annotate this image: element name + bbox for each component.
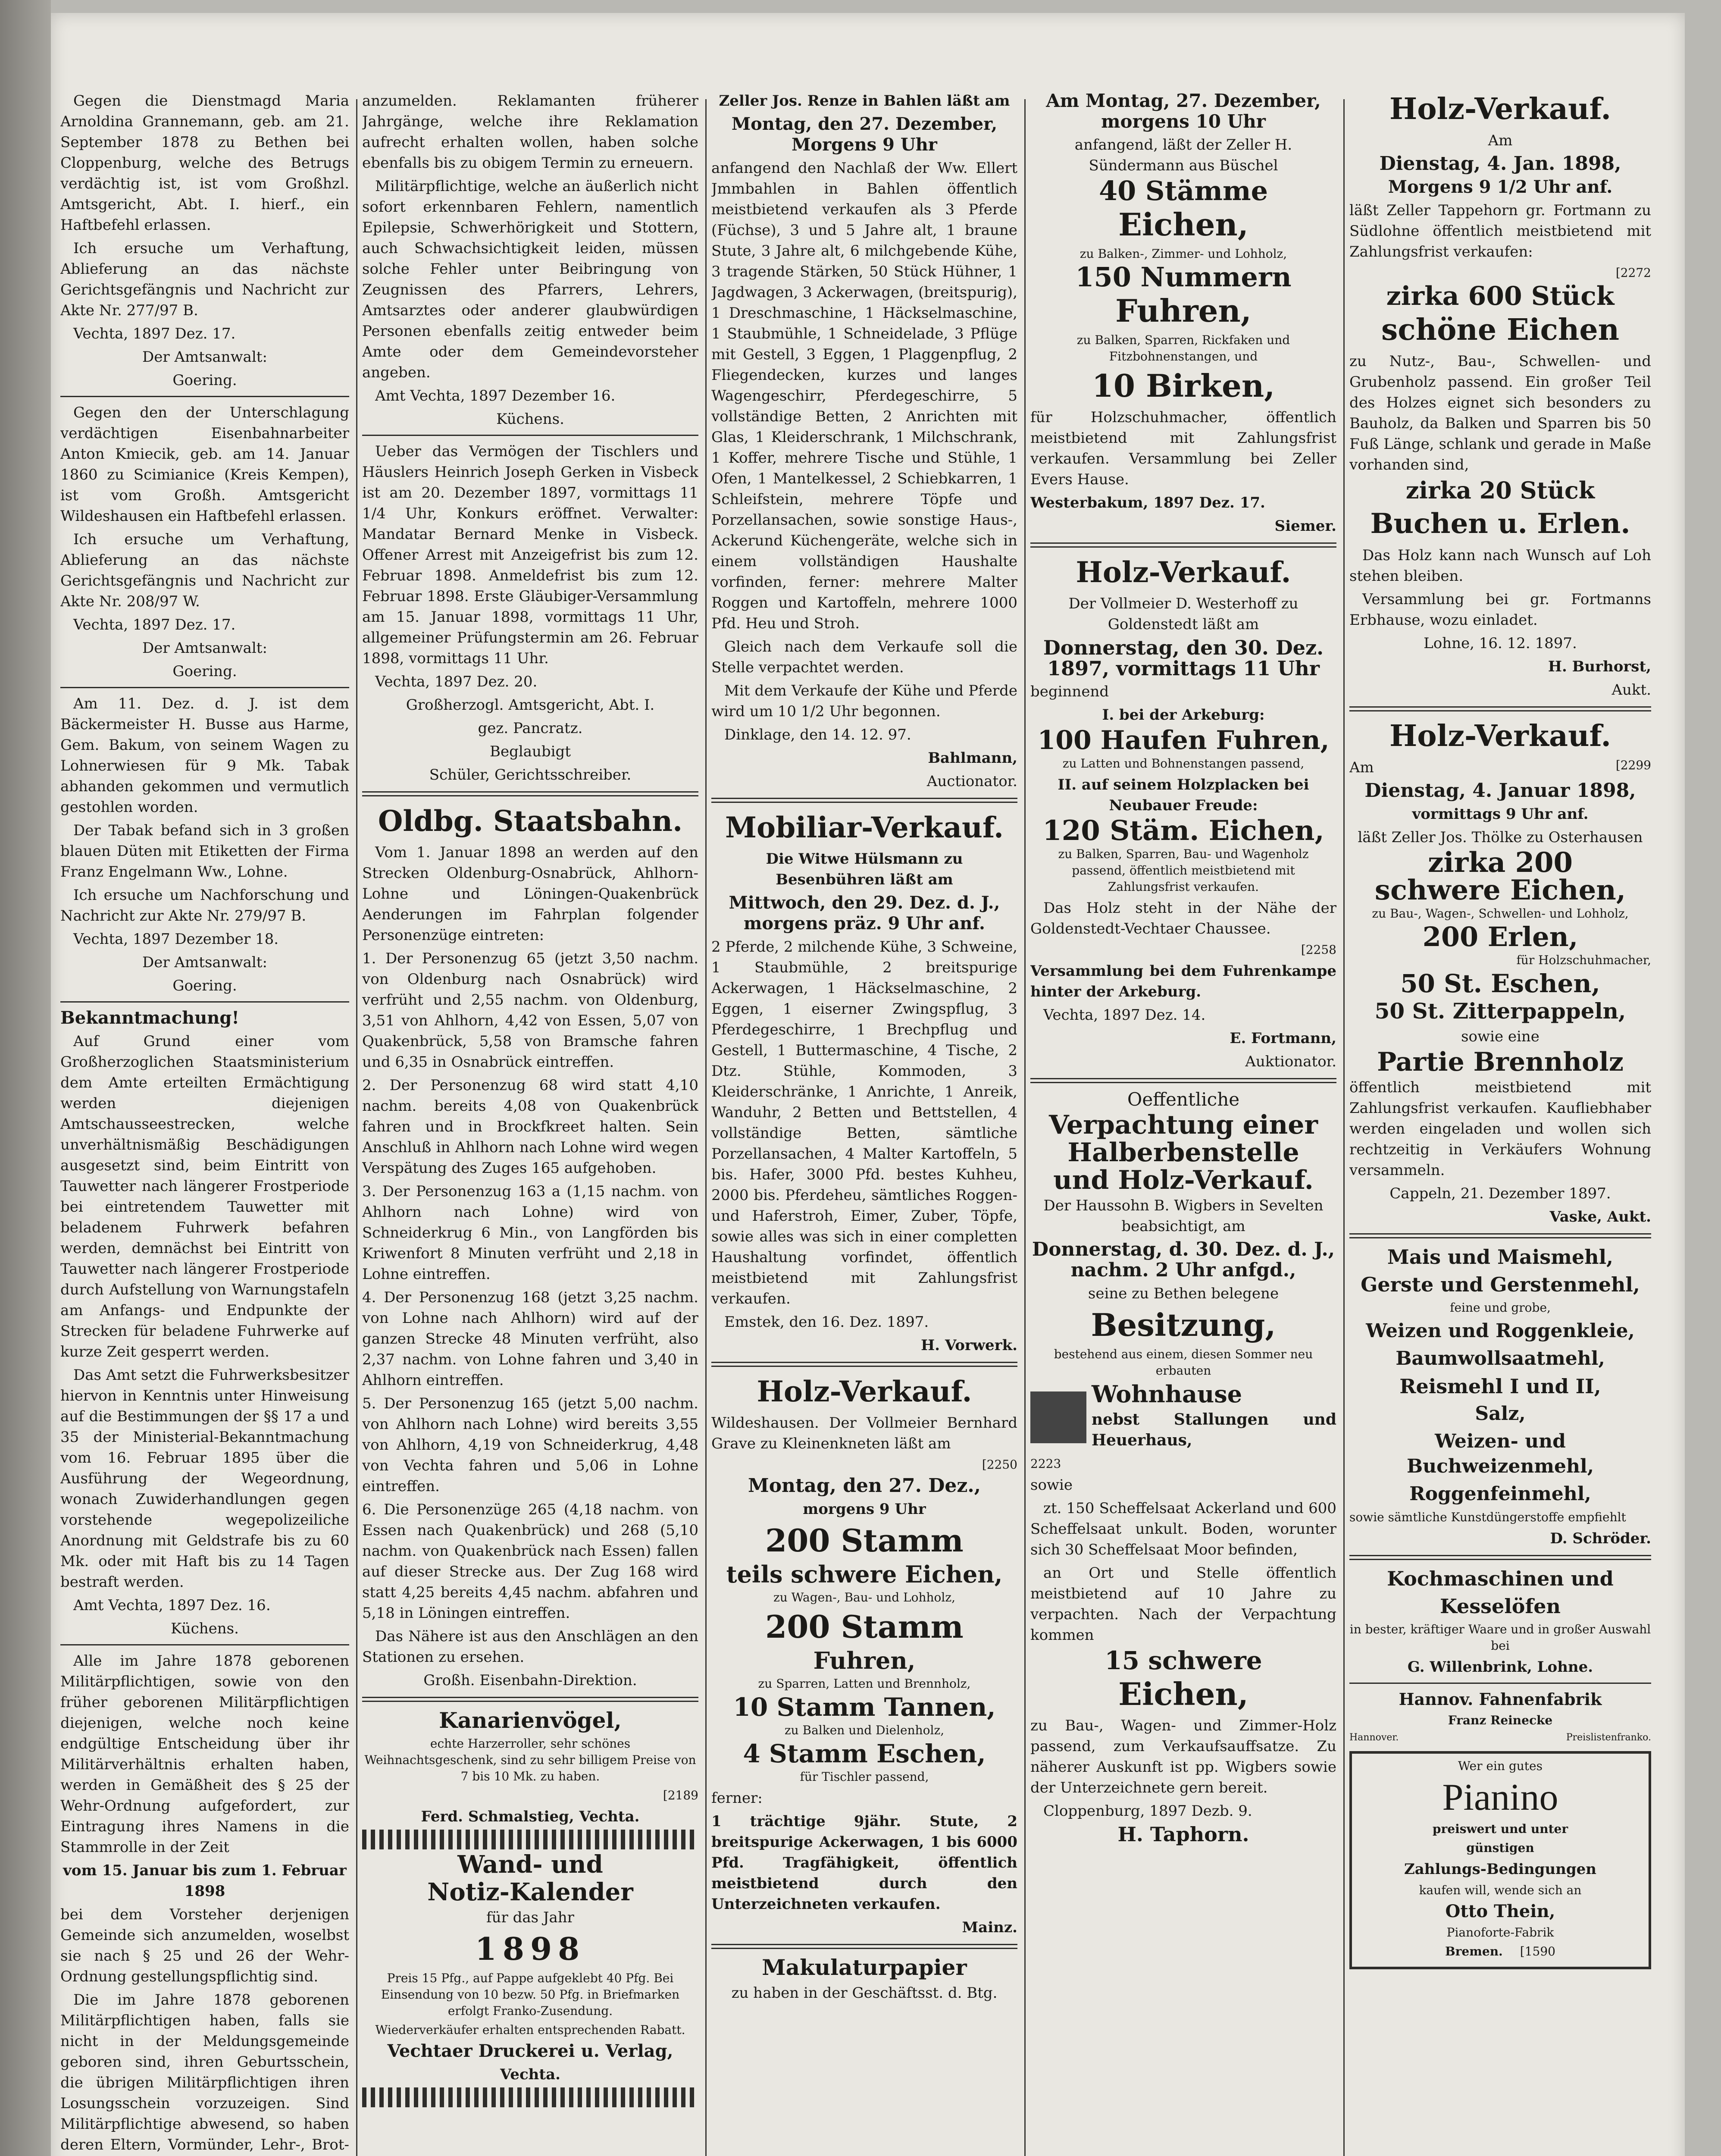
timber-date: Dienstag, 4. Januar 1898, [1364, 780, 1636, 802]
ornament-border [362, 1830, 698, 1849]
calendar-resale: Wiederverkäufer erhalten entsprechenden Rabatt. [375, 2023, 685, 2037]
signature-name: Küchens. [171, 1620, 239, 1637]
waste-paper-title: Makulaturpapier [762, 1955, 967, 1980]
calendar-price: Preis 15 Pfg., auf Pappe aufgeklebt 40 Pfg. Bei Einsendung von 10 bezw. 50 Pfg. in Briefmarken erfolgt Franko-Zusendung. [381, 1971, 680, 2018]
flag-factory-price-list: Preislistenfranko. [1566, 1732, 1651, 1743]
pianino-ad [1349, 1751, 1651, 1969]
paragraph: Ich ersuche um Nachforschung und Nachricht zur Akte Nr. 279/97 B. [60, 887, 349, 924]
ad-number: [2299 [1615, 758, 1651, 772]
furniture-date: Mittwoch, den 29. Dez. d. J., morgens präz. 9 Uhr anf. [729, 893, 1000, 934]
lot-150-numbers: 150 Nummern [1075, 261, 1292, 293]
theft-notice-tobacco [60, 693, 349, 996]
pianino-dealer: Otto Thein, [1445, 1901, 1555, 1921]
land-description: zt. 150 Scheffelsaat Ackerland und 600 Scheffelsaat unkult. Boden, worunter sich 30 Scheffelsaat Moor befinden, [1030, 1500, 1336, 1558]
military-registration-notice [60, 1651, 349, 2156]
farm-lease-wigbers [1030, 1089, 1336, 1845]
paragraph: öffentlich meistbietend mit Zahlungsfrist verkaufen. Kaufliebhaber werden eingeladen und wollen sich rechtzeitig in Verkäufers Wohnung versammeln. [1349, 1079, 1651, 1179]
sowie-label: sowie [1030, 1476, 1073, 1494]
date-line: Vechta, 1897 Dez. 20. [375, 673, 538, 690]
stove-text: in bester, kräftiger Waare und in großer Auswahl bei [1349, 1622, 1651, 1653]
signature-title: Der Amtsanwalt: [142, 639, 267, 657]
pianino-terms: Zahlungs-Bedingungen [1404, 1861, 1597, 1878]
timber-intro: Wildeshausen. Der Vollmeier Bernhard Grave zu Kleinenkneten läßt am [711, 1414, 1017, 1452]
pianino-title: Pianino [1442, 1777, 1558, 1818]
timber-title: Holz-Verkauf. [1389, 719, 1611, 753]
divider [60, 687, 349, 688]
lot-note: für Holzschuhmacher, [1516, 953, 1651, 967]
divider [1349, 1683, 1651, 1684]
paragraph: Ich ersuche um Verhaftung, Ablieferung an das nächste Gerichtsgefängnis und Nachricht zur Akte Nr. 208/97 W. [60, 531, 349, 610]
calendar-year: 1898 [475, 1930, 586, 1967]
signature-title: Der Amtsanwalt: [142, 348, 267, 366]
lot-note: zu Bau-, Wagen-, Schwellen- und Lohholz, [1372, 906, 1629, 921]
flag-factory-footer [1349, 1731, 1651, 1747]
lot-100-pine: 100 Haufen Fuhren, [1037, 725, 1330, 755]
calendar-title-line2: Notiz-Kalender [427, 1878, 633, 1906]
feed-title-1: Mais und Maismehl, [1387, 1245, 1614, 1269]
divider [1030, 542, 1336, 548]
page-gutter-shadow [0, 0, 51, 2156]
lease-intro: Der Haussohn B. Wigbers in Sevelten beabsichtigt, am [1043, 1197, 1324, 1235]
paragraph: Militärpflichtige, welche an äußerlich nicht sofort erkennbaren Fehlern, namentlich Epilepsie, Schwerhörigkeit und Stottern, auch Schwachsichtigkeit leiden, müssen solche Fehler unter Beibringung von Zeugnissen des Pfarrers, Lehrers, Amtsarztes oder anderer glaubwürdigen Personen ebenfalls zeitig entweder beim Amte oder dem Gemeindevorsteher angeben. [362, 178, 698, 381]
divider [60, 1644, 349, 1645]
paragraph: Gleich nach dem Verkaufe soll die Stelle verpachtet werden. [711, 638, 1017, 676]
lot-200-pine: 200 Stamm [765, 1608, 964, 1645]
pianino-line: kaufen will, wende sich an [1419, 1883, 1582, 1897]
signature-line: gez. Pancratz. [478, 720, 583, 737]
paragraph: Auf Grund einer vom Großherzoglichen Staatsministerium dem Amte erteilten Ermächtigung werden diejenigen Amtschausseestrecken, welche unverhältnismäßig Beschädigungen ausgesetzt sind, beim Eintritt von Tauwetter nach längerer Frostperiode bei eintretendem Tauwetter mit beladenem Fuhrwerk befahren werden, demnächst bei Eintritt von Tauwetter nach längerer Frostperiode durch Aufstellung von Warnungstafeln am Anfangs- und Endpunkte der Strecken für beladene Fuhrwerke auf kurze Zeit gesperrt werden. [60, 1033, 349, 1360]
signature-title: Der Amtsanwalt: [142, 954, 267, 971]
paragraph: Das Nähere ist aus den Anschlägen an den Stationen zu ersehen. [362, 1628, 698, 1666]
seller-name: D. Schröder. [1550, 1530, 1651, 1547]
lot-50-aspen: 50 St. Zitterpappeln, [1374, 998, 1626, 1024]
date-line: Lohne, 16. 12. 1897. [1424, 635, 1577, 652]
train-item: 4. Der Personenzug 168 (jetzt 3,25 nachm. von Lohne nach Ahlhorn) wird auf der ganzen Strecke 48 Minuten verfrüht, also 2,37 nachm. von Lohne fahren und 3,40 in Ahlhorn eintreffen. [362, 1289, 698, 1389]
property-desc: bestehend aus einem, diesen Sommer neu erbauten [1054, 1347, 1313, 1378]
divider [60, 1001, 349, 1003]
timber-sale-grave [711, 1373, 1017, 1938]
lot-200-oak-sub: teils schwere Eichen, [726, 1561, 1003, 1588]
divider [711, 1944, 1017, 1949]
timber-sale-westerhoff [1030, 554, 1336, 1072]
column-rule [356, 99, 357, 2156]
paragraph: Am 11. Dez. d. J. ist dem Bäckermeister H. Busse aus Harme, Gem. Bakum, von seinem Wagen zu Lohnerwiesen für 9 Mk. Tabak abhanden gekommen und vermutlich gestohlen worden. [60, 695, 349, 816]
feed-item: Reismehl I und II, [1399, 1375, 1601, 1398]
auction-date: Montag, den 27. Dezember, Morgens 9 Uhr [731, 114, 998, 155]
waste-paper-ad [711, 1955, 1017, 2003]
lot-note: zu Balken, Sparren, Rickfaken und Fitzbohnenstangen, und [1076, 333, 1290, 364]
feed-item: Roggenfeinmehl, [1409, 1483, 1591, 1505]
column-rule [1024, 99, 1026, 2156]
stove-title-2: Kesselöfen [1440, 1595, 1561, 1618]
furniture-items: 2 Pferde, 2 milchende Kühe, 3 Schweine, 1 Staubmühle, 2 breitspurige Ackerwagen, 1 Häckselmaschine, 2 Eggen, 1 eiserner Zwingspflug, 3 Pferdegeschirre, 1 Brechpflug und Gestell, 1 Buttermaschine, 4 Tische, 2 Dtz. Stühle, Kommoden, 3 Kleiderschränke, 1 Anrichte, 1 Anreik, Wanduhr, 2 Betten und Bettstellen, 4 vollständige Betten, sämtliche Porzellansachen, 4 Malter Kartoffeln, 5 bis. Hafer, 3000 Pfd. bestes Kuhheu, 2000 bis. Pferdeheu, sämtliches Roggen- und Haferstroh, Eimer, Zuber, Töpfe, sowie alles was sich in einer completten Haushaltung vorfindet, öffentlich meistbietend mit Zahlungsfrist verkaufen. [711, 938, 1017, 1307]
pianino-firm: Pianoforte-Fabrik [1446, 1925, 1554, 1940]
railway-title: Oldbg. Staatsbahn. [378, 804, 683, 838]
agent-name: H. Taphorn. [1117, 1823, 1249, 1846]
column-5 [1349, 91, 1651, 2156]
lot-600-oak: zirka 600 Stück [1386, 281, 1615, 311]
location-one: I. bei der Arkeburg: [1102, 706, 1265, 724]
column-2 [362, 91, 698, 2156]
column-3 [711, 91, 1017, 2156]
road-closure-announcement [60, 1008, 349, 1639]
divider [362, 1697, 698, 1702]
canary-title: Kanarienvögel, [439, 1708, 622, 1733]
stove-seller: G. Willenbrink, Lohne. [1407, 1658, 1593, 1676]
am-label: Am [1349, 759, 1374, 776]
paragraph: Mit dem Verkaufe der Kühe und Pferde wird um 10 1/2 Uhr begonnen. [711, 682, 1017, 720]
lot-200-name: schwere Eichen, [1374, 874, 1626, 906]
timber-intro: läßt Zeller Tappehorn gr. Fortmann zu Südlohne öffentlich meistbietend mit Zahlungsfrist verkaufen: [1349, 202, 1651, 260]
paragraph: Gegen die Dienstmagd Maria Arnoldina Grannemann, geb. am 21. September 1878 zu Bethen bei Cloppenburg, welche des Betrugs verdächtig ist, ist vom Großhzl. Amtsgericht, Abt. I. hierf., ein Haftbefehl erlassen. [60, 92, 349, 234]
divider [1030, 1078, 1336, 1083]
divider [362, 791, 698, 796]
house-sub: nebst Stallungen und Heuerhaus, [1092, 1410, 1336, 1449]
feed-item: Weizen- und Buchweizenmehl, [1406, 1430, 1594, 1477]
paragraph: Gegen den der Unterschlagung verdächtigen Eisenbahnarbeiter Anton Kmiecik, geb. am 14. Januar 1860 zu Scimianice (Kreis Kempen), ist vom Großh. Amtsgericht Wildeshausen ein Haftbefehl erlassen. [60, 404, 349, 525]
column-1 [60, 91, 349, 2156]
firewood-lot: Partie Brennholz [1377, 1047, 1624, 1077]
stove-title-1: Kochmaschinen und [1387, 1567, 1614, 1590]
date-line: Cloppenburg, 1897 Dezb. 9. [1043, 1802, 1252, 1820]
am-row [1349, 757, 1651, 780]
ferner-label: ferner: [711, 1789, 763, 1807]
lot-40-oak: 40 Stämme [1098, 175, 1268, 207]
lot-200-pine-sub: Fuhren, [813, 1647, 916, 1674]
feed-item: Baumwollsaatmehl, [1396, 1348, 1605, 1369]
feed-note: sowie sämtliche Kunstdüngerstoffe empfiehlt [1349, 1510, 1626, 1524]
certification-line: Beglaubigt [490, 743, 571, 760]
date-line: Emstek, den 16. Dez. 1897. [724, 1313, 929, 1331]
flag-factory-ad [1349, 1689, 1651, 1747]
signature-name: Großh. Eisenbahn-Direktion. [423, 1672, 637, 1689]
lot-10-birch: 10 Birken, [1092, 367, 1275, 404]
auctioneer-name: E. Fortmann, [1230, 1030, 1336, 1047]
timber-title: Holz-Verkauf. [1076, 555, 1291, 589]
date-line: Cappeln, 21. Dezember 1897. [1389, 1185, 1611, 1202]
column-rule [1343, 99, 1345, 2156]
feed-item: Weizen und Roggenkleie, [1366, 1320, 1635, 1342]
lease-title-2: Halberbenstelle [1067, 1138, 1299, 1168]
pianino-pre: Wer ein gutes [1458, 1759, 1543, 1773]
auctioneer-name: H. Burhorst, [1548, 658, 1651, 675]
lot-4-ash: 4 Stamm Eschen, [743, 1739, 986, 1768]
lot-200: zirka 200 [1427, 846, 1573, 879]
paragraph: Die im Jahre 1878 geborenen Militärpflichtigen haben, falls sie nicht in der Meldungsgemeinde geboren sind, ihren Geburtsschein, die übrigen Militärpflichtigen ihren Losungsschein vorzuzeigen. Sind Militärpflichtige abwesend, so haben deren Eltern, Vormünder, Lehr-, Brot- [60, 1991, 349, 2153]
date-line: Amt Vechta, 1897 Dezember 16. [375, 387, 616, 404]
lot-40-oak-name: Eichen, [1118, 206, 1249, 243]
date-line: Dinklage, den 14. 12. 97. [724, 726, 911, 743]
train-item: 3. Der Personenzug 163 a (1,15 nachm. von Ahlhorn nach Lohne) wird von Schneiderkrug 6 Min., von Langförden bis Kriwenfort 8 Minuten verfrüht und 2,18 in Lohne eintreffen. [362, 1183, 698, 1283]
timber-date: Dienstag, 4. Jan. 1898, [1379, 153, 1621, 175]
timber-title: Holz-Verkauf. [757, 1375, 972, 1408]
lot-200-alder: 200 Erlen, [1422, 921, 1578, 953]
divider [362, 435, 698, 436]
divider [1349, 1233, 1651, 1238]
feed-sub: feine und grobe, [1450, 1300, 1551, 1315]
train-item: 2. Der Personenzug 68 wird statt 4,10 nachm. bereits 4,08 von Quakenbrück fahren und in Brockfkreet halten. Sein Anschluß in Ahlhorn nach Lohne wird wegen Verspätung des Zuges 165 aufgehoben. [362, 1077, 698, 1177]
timber-title: Holz-Verkauf. [1389, 92, 1611, 126]
ad-number: 2223 [1030, 1457, 1061, 1471]
railway-timetable-notice [362, 802, 698, 1691]
lot-600-oak-name: schöne Eichen [1381, 313, 1620, 347]
timber-time: vormittags 9 Uhr anf. [1412, 805, 1589, 823]
auctioneer-name: Bahlmann, [928, 749, 1017, 767]
timber-intro: Der Vollmeier D. Westerhoff zu Goldenstedt läßt am [1068, 595, 1299, 633]
auctioneer-name: Vaske, Aukt. [1549, 1208, 1651, 1225]
am-label: Am [1488, 132, 1513, 149]
auction-intro: Zeller Jos. Renze in Bahlen läßt am [719, 92, 1010, 110]
date-line: Vechta, 1897 Dez. 17. [73, 616, 236, 633]
paragraph: bei dem Vorsteher derjenigen Gemeinde sich anzumelden, woselbst sie nach § 25 und 26 der Wehr-Ordnung gestellungspflichtig sind. [60, 1906, 349, 1985]
pianino-footer [1357, 1943, 1643, 1962]
estate-auction-bahlen [711, 91, 1017, 792]
paragraph: Ueber das Vermögen der Tischlers und Häuslers Heinrich Joseph Gerken in Visbeck ist am 20. Dezember 1897, vormittags 11 1/4 Uhr, Konkurs eröffnet. Verwalter: Mandatar Bernard Menke in Visbeck. Offener Arrest mit Anzeigefrist bis zum 12. Februar 1898. Anmeldefrist bis zum 12. Februar 1898. Erste Gläubiger-Versammlung am 15. Januar 1898, vormittags 11 Uhr, allgemeiner Prüfungstermin am 26. Februar 1898, vormittags 11 Uhr. [362, 443, 698, 667]
lot-note: zu Balken-, Zimmer- und Lohholz, [1080, 247, 1287, 261]
ad-number: [1590 [1520, 1944, 1555, 1959]
train-item: 1. Der Personenzug 65 (jetzt 3,50 nachm. von Oldenburg nach Osnabrück) wird verfrüht und 2,55 nachm. von Oldenburg, 3,51 von Ahlhorn, 4,42 von Essen, 5,07 von Quakenbrück, 5,58 von Bramsche fahren und 6,35 in Osnabrück eintreffen. [362, 950, 698, 1071]
ad-number: [2272 [1615, 266, 1651, 280]
lot-50-ash: 50 St. Eschen, [1400, 969, 1600, 998]
lot-note: zu Bau-, Wagen- und Zimmer-Holz passend, zum Verkaufsauffsatze. Zu näherer Auskunft ist pp. Wigbers sowie der Unterzeichnete gern bereit. [1030, 1717, 1336, 1796]
timber-intro: läßt Zeller Jos. Thölke zu Osterhausen [1358, 829, 1643, 846]
publisher-town: Vechta. [500, 2066, 560, 2083]
sowie-label: sowie eine [1461, 1028, 1540, 1045]
house-illustration-icon [1030, 1391, 1086, 1443]
flag-factory-city: Hannover. [1349, 1732, 1399, 1743]
divider [711, 798, 1017, 803]
paragraph: Alle im Jahre 1878 geborenen Militärpflichtigen, sowie von den früher geborenen Militärpflichtigen diejenigen, welche noch keine endgültige Entscheidung über ihr Militärverhältnis erhalten haben, werden in Gemäßheit des § 25 der Wehr-Ordnung aufgefordert, zur Eintragung ihres Namens in die Stammrolle in der Zeit [60, 1652, 349, 1856]
lot-200-oak: 200 Stamm [765, 1522, 964, 1559]
seller-name: H. Vorwerk. [921, 1337, 1017, 1354]
announcement-title: Bekanntmachung! [60, 1008, 239, 1028]
timber-sale-tappehorn [1349, 91, 1651, 700]
ad-number: [2189 [663, 1788, 698, 1802]
signature-name: Goering. [172, 977, 237, 994]
calendar-ad [362, 1852, 698, 2085]
flag-factory-owner: Franz Reinecke [1448, 1713, 1553, 1727]
column-4 [1030, 91, 1336, 2156]
lot-note: für Tischler passend, [800, 1770, 929, 1784]
paragraph: Versammlung bei gr. Fortmanns Erbhause, wozu einladet. [1349, 591, 1651, 629]
house-ad-block [1030, 1382, 1336, 1453]
timber-extra-items: 1 trächtige 9jähr. Stute, 2 breitspurige Ackerwagen, 1 bis 6000 Pfd. Tragfähigkeit, öffentlich meistbietend durch den Unterzeichneten verkaufen. [711, 1813, 1017, 1913]
sale-intro: anfangend, läßt der Zeller H. Sündermann aus Büschel [1074, 136, 1292, 174]
furniture-title: Mobiliar-Verkauf. [725, 811, 1004, 844]
begin-label: beginnend [1030, 683, 1109, 700]
pianino-line: günstigen [1466, 1841, 1534, 1855]
lot-note: zu Balken und Dielenholz, [784, 1723, 945, 1737]
date-line: Vechta, 1897 Dez. 14. [1043, 1006, 1206, 1024]
paragraph: anzumelden. Reklamanten früherer Jahrgänge, welche ihre Reklamation aufrecht erhalten wollen, haben solche ebenfalls bis zu obigem Termin zu erneuern. [362, 92, 698, 172]
auctioneer-role: Aukt. [1611, 681, 1651, 699]
warrant-notice-kmiecik [60, 402, 349, 682]
warrant-notice-grannemann [60, 91, 349, 391]
auction-items: anfangend den Nachlaß der Ww. Ellert Jmmbahlen in Bahlen öffentlich meistbietend verkaufen als 3 Pferde (Füchse), 3 und 5 Jahre alt, 1 braune Stute, 3 Jahre alt, 6 milchgebende Kühe, 3 tragende Stärken, 50 Stück Hühner, 1 Jagdwagen, 3 Ackerwagen, (breitspurig), 1 Dreschmaschine, 1 Häckselmaschine, 1 Staubmühle, 1 Schneidelade, 3 Pflüge mit Gestell, 3 Eggen, 1 Plaggenpflug, 2 Fliegendecken, kurzes und langes Wagengeschirr, Pferdegeschirre, 5 vollständige Betten, 2 Anrichten mit Glas, 1 Kleiderschrank, 1 Milchschrank, 1 Koffer, mehrere Tische und Stühle, 1 Ofen, 1 Mantelkessel, 2 Schiebkarren, 1 Schleifstein, mehrere Töpfe und Porzellansachen, sowie sonstige Haus-, Ackerund Küchengeräte, welche sich in einem vollständigen Haushalte vorfinden, ferner: mehrere Malter Roggen und Kartoffeln, mehrere 1000 Pfd. Heu und Stroh. [711, 160, 1017, 632]
timber-date: Donnerstag, den 30. Dez. 1897, vormittags 11 Uhr [1043, 636, 1324, 680]
lot-20-name: Buchen u. Erlen. [1370, 508, 1630, 540]
column-rule [705, 99, 707, 2156]
signature-name: Küchens. [496, 411, 564, 428]
signature-name: Goering. [172, 372, 237, 389]
timber-sale-thoelke [1349, 718, 1651, 1227]
lot-note: zu Balken, Sparren, Bau- und Wagenholz passend, öffentlich meistbietend mit Zahlungsfrist verkaufen. [1058, 847, 1309, 894]
canary-seller: Ferd. Schmalstieg, Vechta. [421, 1808, 640, 1825]
date-line: Vechta, 1897 Dezember 18. [73, 931, 279, 948]
ornament-border [362, 2087, 698, 2107]
lot-note: zu Nutz-, Bau-, Schwellen- und Grubenholz passend. Ein großer Teil des Holzes eignet sich besonders zu Bauholz, da Balken und Sparren bis 50 Fuß Länge, schlank und gerade in Maße vorhanden sind, [1349, 353, 1651, 473]
meeting-point: Versammlung bei dem Fuhrenkampe hinter der Arkeburg. [1030, 962, 1336, 1000]
seller-name: Siemer. [1274, 517, 1336, 535]
lot-15-oak-name: Eichen, [1118, 1676, 1249, 1712]
lease-date: Donnerstag, d. 30. Dez. d. J., nachm. 2 Uhr anfgd., [1032, 1238, 1335, 1281]
lot-15-oak: 15 schwere [1105, 1646, 1262, 1675]
lease-pre: Oeffentliche [1127, 1089, 1240, 1110]
timber-date: Montag, den 27. Dez., [748, 1475, 981, 1497]
calendar-title-line1: Wand- und [457, 1850, 603, 1879]
seller-name: Mainz. [962, 1919, 1017, 1936]
lot-note: zu Latten und Bohnenstangen passend, [1062, 756, 1305, 771]
divider [1349, 706, 1651, 711]
auctioneer-role: Auktionator. [1245, 1053, 1336, 1070]
pianino-line: preiswert und unter [1432, 1822, 1568, 1836]
location-two: II. auf seinem Holzplacken bei Neubauer Freude: [1058, 776, 1309, 814]
clerk-line: Schüler, Gerichtsschreiber. [429, 766, 632, 783]
house-word: Wohnhause [1092, 1380, 1242, 1408]
publisher-name: Vechtaer Druckerei u. Verlag, [387, 2041, 673, 2061]
ad-number: [2250 [982, 1457, 1017, 1472]
train-item: 6. Die Personenzüge 265 (4,18 nachm. von Essen nach Quakenbrück) und 268 (5,10 nachm. von Quakenbrück nach Essen) fallen auf dieser Strecke aus. Der Zug 168 wird statt 4,25 bereits 4,45 nachm. abfahren und 5,18 in Löningen eintreffen. [362, 1501, 698, 1622]
stove-ad [1349, 1566, 1651, 1677]
paragraph: Ich ersuche um Verhaftung, Ablieferung an das nächste Gerichtsgefängnis und Nachricht zur Akte Nr. 277/97 B. [60, 240, 349, 319]
registration-period: vom 15. Januar bis zum 1. Februar 1898 [63, 1862, 347, 1900]
feed-flour-ad [1349, 1244, 1651, 1549]
date-line: Amt Vechta, 1897 Dez. 16. [73, 1597, 271, 1614]
bankruptcy-notice-gerken [362, 441, 698, 785]
lease-location: seine zu Bethen belegene [1088, 1285, 1279, 1302]
military-notice-continued [362, 91, 698, 429]
divider [1349, 1555, 1651, 1560]
lot-120-oak: 120 Stäm. Eichen, [1042, 815, 1324, 847]
timber-time: Morgens 9 1/2 Uhr anf. [1388, 177, 1613, 197]
divider [60, 396, 349, 397]
house-text [1092, 1382, 1336, 1453]
property-word: Besitzung, [1091, 1307, 1276, 1343]
train-item: 5. Der Personenzug 165 (jetzt 5,00 nachm. von Ahlhorn nach Lohne) wird bereits 3,55 von Ahlhorn, 4,19 von Schneiderkrug, 4,48 von Vechta fahren und 5,06 in Lohne eintreffen. [362, 1395, 698, 1495]
paragraph: Der Tabak befand sich in 3 großen blauen Düten mit Etiketten der Firma Franz Engelmann Ww., Lohne. [60, 822, 349, 881]
paragraph: an Ort und Stelle öffentlich meistbietend auf 10 Jahre zu verpachten. Nach der Verpachtung kommen [1030, 1564, 1336, 1644]
lot-note: zu Sparren, Latten und Brennholz, [758, 1677, 971, 1691]
court-line: Großherzogl. Amtsgericht, Abt. I. [406, 696, 655, 714]
lease-title-1: Verpachtung einer [1049, 1110, 1318, 1140]
ad-number: [2258 [1301, 943, 1336, 957]
flag-factory-title: Hannov. Fahnenfabrik [1399, 1689, 1602, 1709]
canary-text: echte Harzerroller, sehr schönes Weihnachtsgeschenk, sind zu sehr billigem Preise von 7 bis 10 Mk. zu haben. [364, 1736, 696, 1783]
lot-note: für Holzschuhmacher, öffentlich meistbietend mit Zahlungsfrist verkaufen. Versammlung bei Zeller Evers Hause. [1030, 409, 1336, 488]
divider [711, 1362, 1017, 1367]
paragraph: Das Holz kann nach Wunsch auf Loh stehen bleiben. [1349, 547, 1651, 585]
pianino-city: Bremen. [1445, 1944, 1503, 1959]
timber-sale-suendermann [1030, 91, 1336, 536]
lot-150-name: Fuhren, [1115, 292, 1252, 329]
furniture-intro: Die Witwe Hülsmann zu Besenbühren läßt am [766, 850, 963, 888]
feed-item: Salz, [1475, 1403, 1526, 1425]
lot-note: zu Wagen-, Bau- und Lohholz, [773, 1590, 956, 1604]
signature-name: Goering. [172, 663, 237, 680]
waste-paper-text: zu haben in der Geschäftsst. d. Btg. [731, 1984, 998, 2002]
auctioneer-role: Auctionator. [926, 773, 1017, 790]
lot-20: zirka 20 Stück [1405, 476, 1595, 504]
date-line: Vechta, 1897 Dez. 17. [73, 325, 236, 342]
date-line: Westerbakum, 1897 Dez. 17. [1030, 494, 1265, 511]
sale-date: Am Montag, 27. Dezember, morgens 10 Uhr [1046, 91, 1321, 132]
furniture-auction [711, 809, 1017, 1356]
canary-ad [362, 1708, 698, 1827]
timber-time: morgens 9 Uhr [803, 1501, 926, 1518]
lot-10-fir: 10 Stamm Tannen, [733, 1692, 996, 1722]
paragraph: Das Amt setzt die Fuhrwerksbesitzer hiervon in Kenntnis unter Hinweisung auf die Bestimmungen der §§ 17 a und 35 der Ministerial-Bekanntmachung vom 16. Februar 1895 über die Ausführung der Wegeordnung, wonach Zuwiderhandlungen gegen vorstehende wegepolizeiliche Anordnung mit Geldstrafe bis zu 60 Mk. oder mit Haft bis zu 14 Tagen bestraft werden. [60, 1366, 349, 1591]
paragraph: Das Holz steht in der Nähe der Goldenstedt-Vechtaer Chaussee. [1030, 899, 1336, 937]
calendar-for: für das Jahr [486, 1909, 574, 1926]
feed-title-2: Gerste und Gerstenmehl, [1361, 1273, 1640, 1296]
lease-title-3: und Holz-Verkauf. [1053, 1165, 1314, 1195]
paragraph: Vom 1. Januar 1898 an werden auf den Strecken Oldenburg-Osnabrück, Ahlhorn-Lohne und Löningen-Quakenbrück Aenderungen im Fahrplan folgender Personenzüge eintreten: [362, 844, 698, 944]
